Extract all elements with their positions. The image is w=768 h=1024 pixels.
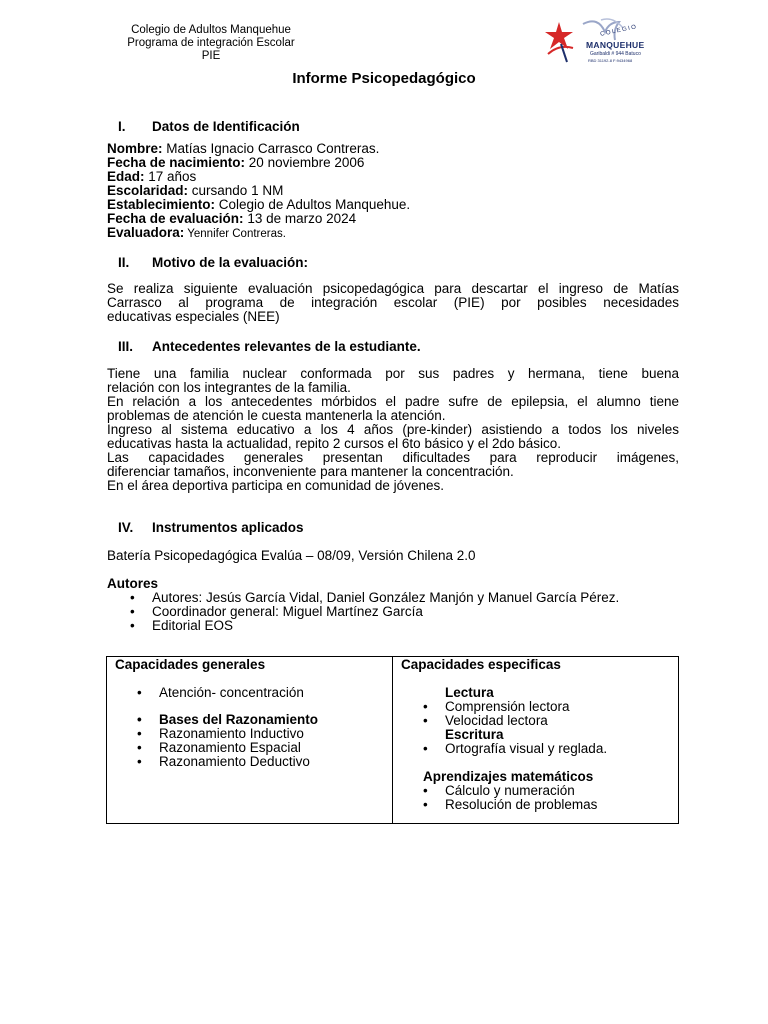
section-heading-identificacion [118, 119, 300, 134]
logo-address: Garibaldi # 944 Batuco [590, 51, 641, 57]
section-heading-motivo [118, 255, 308, 270]
identification-block [107, 142, 679, 241]
list-item: • Coordinador general: Miguel Martínez García [128, 605, 619, 619]
paragraph-line: Las capacidades generales presentan dificultades para reproducir imágenes, [107, 450, 679, 465]
logo-colegio-text: COLEGIO [599, 24, 639, 38]
paragraph-line: En relación a los antecedentes mórbidos el padre sufre de epilepsia, el alumno tiene [107, 394, 679, 409]
field-value: cursando 1 NM [188, 183, 284, 198]
motivo-paragraph [107, 282, 679, 324]
header-pie: PIE [201, 50, 221, 62]
field-evaluadora [107, 226, 679, 241]
field-establecimiento [107, 198, 679, 212]
field-value: 20 noviembre 2006 [245, 155, 365, 170]
table-header-generales: Capacidades generales [115, 657, 266, 672]
section-title: Antecedentes relevantes de la estudiante. [152, 339, 421, 354]
paragraph-line: educativas especiales (NEE) [107, 309, 280, 324]
list-item: • Razonamiento Deductivo [137, 755, 318, 769]
bateria-line: Batería Psicopedagógica Evalúa – 08/09, Versión Chilena 2.0 [107, 548, 476, 563]
list-item: • Ortografía visual y reglada. [423, 742, 607, 756]
school-header [116, 24, 306, 63]
paragraph-line: relación con los integrantes de la familia. [107, 380, 351, 395]
field-edad [107, 170, 679, 184]
list-item: • Resolución de problemas [423, 798, 597, 812]
paragraph-line: educativas hasta la actualidad, repito 2 cursos el 6to básico y el 2do básico. [107, 436, 562, 451]
paragraph-line: Ingreso al sistema educativo a los 4 años (pre-kinder) asistiendo a todos los niveles [107, 422, 679, 437]
header-school-name: Colegio de Adultos Manquehue [131, 24, 291, 36]
capacidades-table [106, 656, 679, 824]
section-heading-antecedentes [118, 339, 421, 354]
list-item: • Comprensión lectora [423, 700, 570, 714]
autores-list [128, 591, 619, 633]
field-nombre [107, 142, 679, 156]
list-item: • Razonamiento Inductivo [137, 727, 318, 741]
paragraph-line: Se realiza siguiente evaluación psicopedagógica para descartar el ingreso de Matías [107, 281, 679, 296]
autores-title: Autores [107, 576, 159, 591]
bases-list [137, 713, 318, 769]
logo-name: MANQUEHUE [586, 40, 645, 50]
section-number: III. [118, 339, 134, 354]
field-label: Fecha de evaluación: [107, 211, 244, 226]
paragraph-line: Carrasco al programa de integración escolar (PIE) por posibles necesidades [107, 295, 679, 310]
autores-heading [107, 577, 679, 591]
page-title: Informe Psicopedagógico [292, 70, 476, 87]
field-label: Establecimiento: [107, 197, 216, 212]
list-item: • Razonamiento Espacial [137, 741, 318, 755]
table-header-especificas: Capacidades especificas [401, 657, 561, 672]
generales-list [137, 686, 304, 700]
section-title: Instrumentos aplicados [152, 520, 304, 535]
paragraph-line: diferenciar tamaños, inconveniente para mantener la concentración. [107, 464, 514, 479]
field-label: Edad: [107, 169, 145, 184]
lectura-list [423, 700, 570, 728]
field-label: Fecha de nacimiento: [107, 155, 246, 170]
lectura-title: Lectura [445, 685, 494, 700]
section-heading-instrumentos [118, 520, 304, 535]
field-value: 17 años [144, 169, 197, 184]
escritura-list [423, 742, 607, 756]
section-title: Datos de Identificación [152, 119, 300, 134]
field-value: Matías Ignacio Carrasco Contreras. [162, 141, 380, 156]
section-title: Motivo de la evaluación: [152, 255, 309, 270]
field-value: 13 de marzo 2024 [243, 211, 357, 226]
field-label: Nombre: [107, 141, 163, 156]
bateria-text [107, 549, 679, 563]
field-value: Colegio de Adultos Manquehue. [215, 197, 411, 212]
logo-rbd: RBD 31192-8 F:9434968 [588, 58, 633, 63]
list-item: • Velocidad lectora [423, 714, 570, 728]
section-number: I. [118, 119, 126, 134]
aprendizajes-title: Aprendizajes matemáticos [423, 769, 594, 784]
field-value: Yennifer Contreras. [184, 228, 286, 240]
paragraph-line: problemas de atención le cuesta mantenerla la atención. [107, 408, 446, 423]
header-program: Programa de integración Escolar [127, 37, 295, 49]
paragraph-line: Tiene una familia nuclear conformada por sus padres y hermana, tiene buena [107, 366, 679, 381]
section-number: II. [118, 255, 130, 270]
field-label: Escolaridad: [107, 183, 189, 198]
escritura-title: Escritura [445, 727, 504, 742]
section-number: IV. [118, 520, 134, 535]
list-item: • Editorial EOS [128, 619, 619, 633]
list-item: • Cálculo y numeración [423, 784, 597, 798]
list-item: • Autores: Jesús García Vidal, Daniel González Manjón y Manuel García Pérez. [128, 591, 619, 605]
field-label: Evaluadora: [107, 225, 185, 240]
table-column-divider [392, 657, 393, 823]
list-item: • Bases del Razonamiento [137, 713, 318, 727]
field-escolaridad [107, 184, 679, 198]
paragraph-line: En el área deportiva participa en comunidad de jóvenes. [107, 478, 444, 493]
field-fecha-nacimiento [107, 156, 679, 170]
list-item: • Atención- concentración [137, 686, 304, 700]
field-fecha-evaluacion [107, 212, 679, 226]
antecedentes-paragraph [107, 367, 679, 493]
aprendizajes-list [423, 784, 597, 812]
